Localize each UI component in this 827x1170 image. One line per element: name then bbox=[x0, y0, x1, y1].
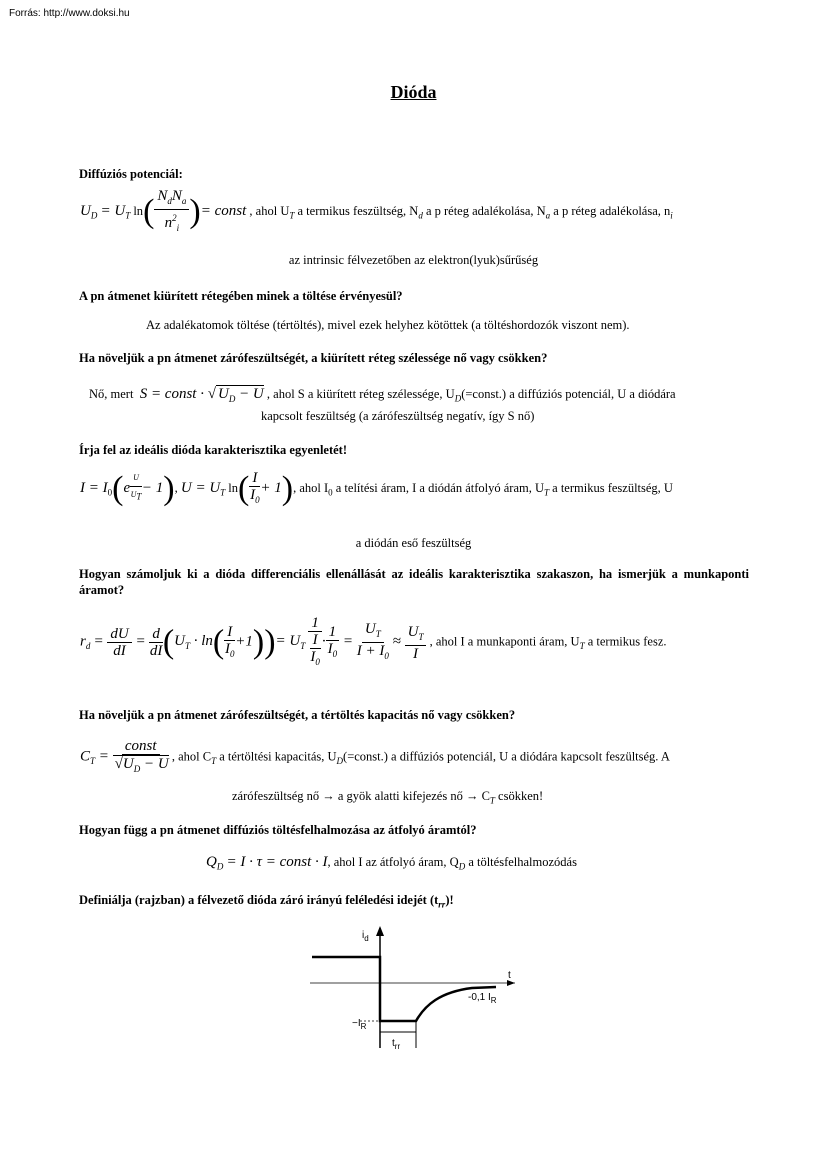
page-title: Dióda bbox=[390, 82, 437, 102]
answer-6-line2: zárófeszültség nő → a gyök alatti kifejezés nő → $C_T$ csökken! bbox=[232, 789, 544, 806]
y-axis-arrow bbox=[376, 926, 384, 936]
t-label: t bbox=[508, 970, 511, 981]
answer-2: Az adalékatomok töltése (tértöltés), mivel ezek helyhez kötöttek (a töltéshordozók viszont nem). bbox=[146, 318, 630, 332]
answer-1-line2: az intrinsic félvezetőben az elektron(lyuk)sűrűség bbox=[288, 253, 539, 267]
ir01-label: -0,1 $I_R$ bbox=[468, 992, 497, 1005]
trr-label: $t_{rr}$ bbox=[392, 1038, 401, 1051]
answer-7: $Q_D = I \cdot \tau$ = const · I, ahol I az átfolyó áram, $Q_D$ a töltésfelhalmozódás bbox=[206, 854, 577, 872]
question-7: Hogyan függ a pn átmenet diffúziós töltésfelhalmozása az átfolyó áramtól? bbox=[79, 823, 477, 837]
question-8: Definiálja (rajzban) a félvezető dióda záró irányú feléledési idejét $(t_{rr})$! bbox=[79, 893, 454, 910]
answer-3: Nő, mert S = const · √ $U_D - U$ , ahol S a kiürített réteg szélessége, $U_D(=const.)$ a diffúziós potenciál, U a diódára bbox=[89, 386, 676, 404]
question-5: Hogyan számoljuk ki a dióda differenciális ellenállását az ideális karakterisztika szakaszon, ha ismerjük a munkaponti áramot? bbox=[79, 567, 749, 597]
answer-3-line2: kapcsolt feszültség (a zárófeszültség negatív, így S nő) bbox=[261, 409, 535, 423]
diode-equation: $I = I_0(e$ $^{\frac{U}{U_T}}$ − 1), $U = U_T$ ln( $\frac{I}{I_0}$ + 1), ahol $I_0$ a telítési áram, I a diódán átfolyó áram, $U_T$ a termikus feszültség, U bbox=[80, 470, 673, 507]
answer-4-line2: a diódán eső feszültség bbox=[355, 536, 472, 550]
ir-label: $-I_R$ bbox=[352, 1018, 367, 1031]
current-curve bbox=[312, 957, 496, 1021]
question-6: Ha növeljük a pn átmenet zárófeszültségét, a tértöltés kapacitás nő vagy csökken? bbox=[79, 708, 516, 722]
question-4: Írja fel az ideális dióda karakterisztika egyenletét! bbox=[79, 443, 348, 457]
question-1: Diffúziós potenciál: bbox=[79, 167, 183, 181]
question-3: Ha növeljük a pn átmenet zárófeszültségét, a kiürített réteg szélessége nő vagy csökken? bbox=[79, 351, 548, 365]
y-label: $i_d$ bbox=[362, 930, 369, 943]
source-line: Forrás: http://www.doksi.hu bbox=[9, 8, 130, 19]
differential-resistance-equation: $r_d$ = $\frac{dU}{dI}$ = $\frac{d}{dI}$ ($U_T \cdot \ln$( $\frac{I}{I_0}$ $+1))= U_T$ $\frac{1}{\frac{I}{I_0}}$ · $\frac{1}{I_0}$ = $\frac{U_T}{I + I_0}$ ≈ $\frac{U_T}{I}$ , ahol I a munkaponti áram, $U_T$ a termikus fesz. bbox=[80, 615, 667, 667]
capacitance-equation: $C_T$ = $\frac{\text{const}}{√U_D - U}$ , ahol $C_T$ a tértöltési kapacitás, $U_D(=const.)$ a diffúziós potenciál, U a diódára kapcsolt feszültség. A bbox=[80, 738, 820, 777]
reverse-recovery-figure bbox=[300, 920, 520, 1055]
question-2: A pn átmenet kiürített rétegében minek a töltése érvényesül? bbox=[79, 289, 403, 303]
diffusion-equation: $U_D = U_T$ ln( $\frac{N_dN_a}{n^2_i}$ )= const , ahol $U_T$ a termikus feszültség, $N_d$ a p réteg adalékolása, $N_a$ a p réteg adalékolása, $n_i$ bbox=[80, 188, 673, 233]
